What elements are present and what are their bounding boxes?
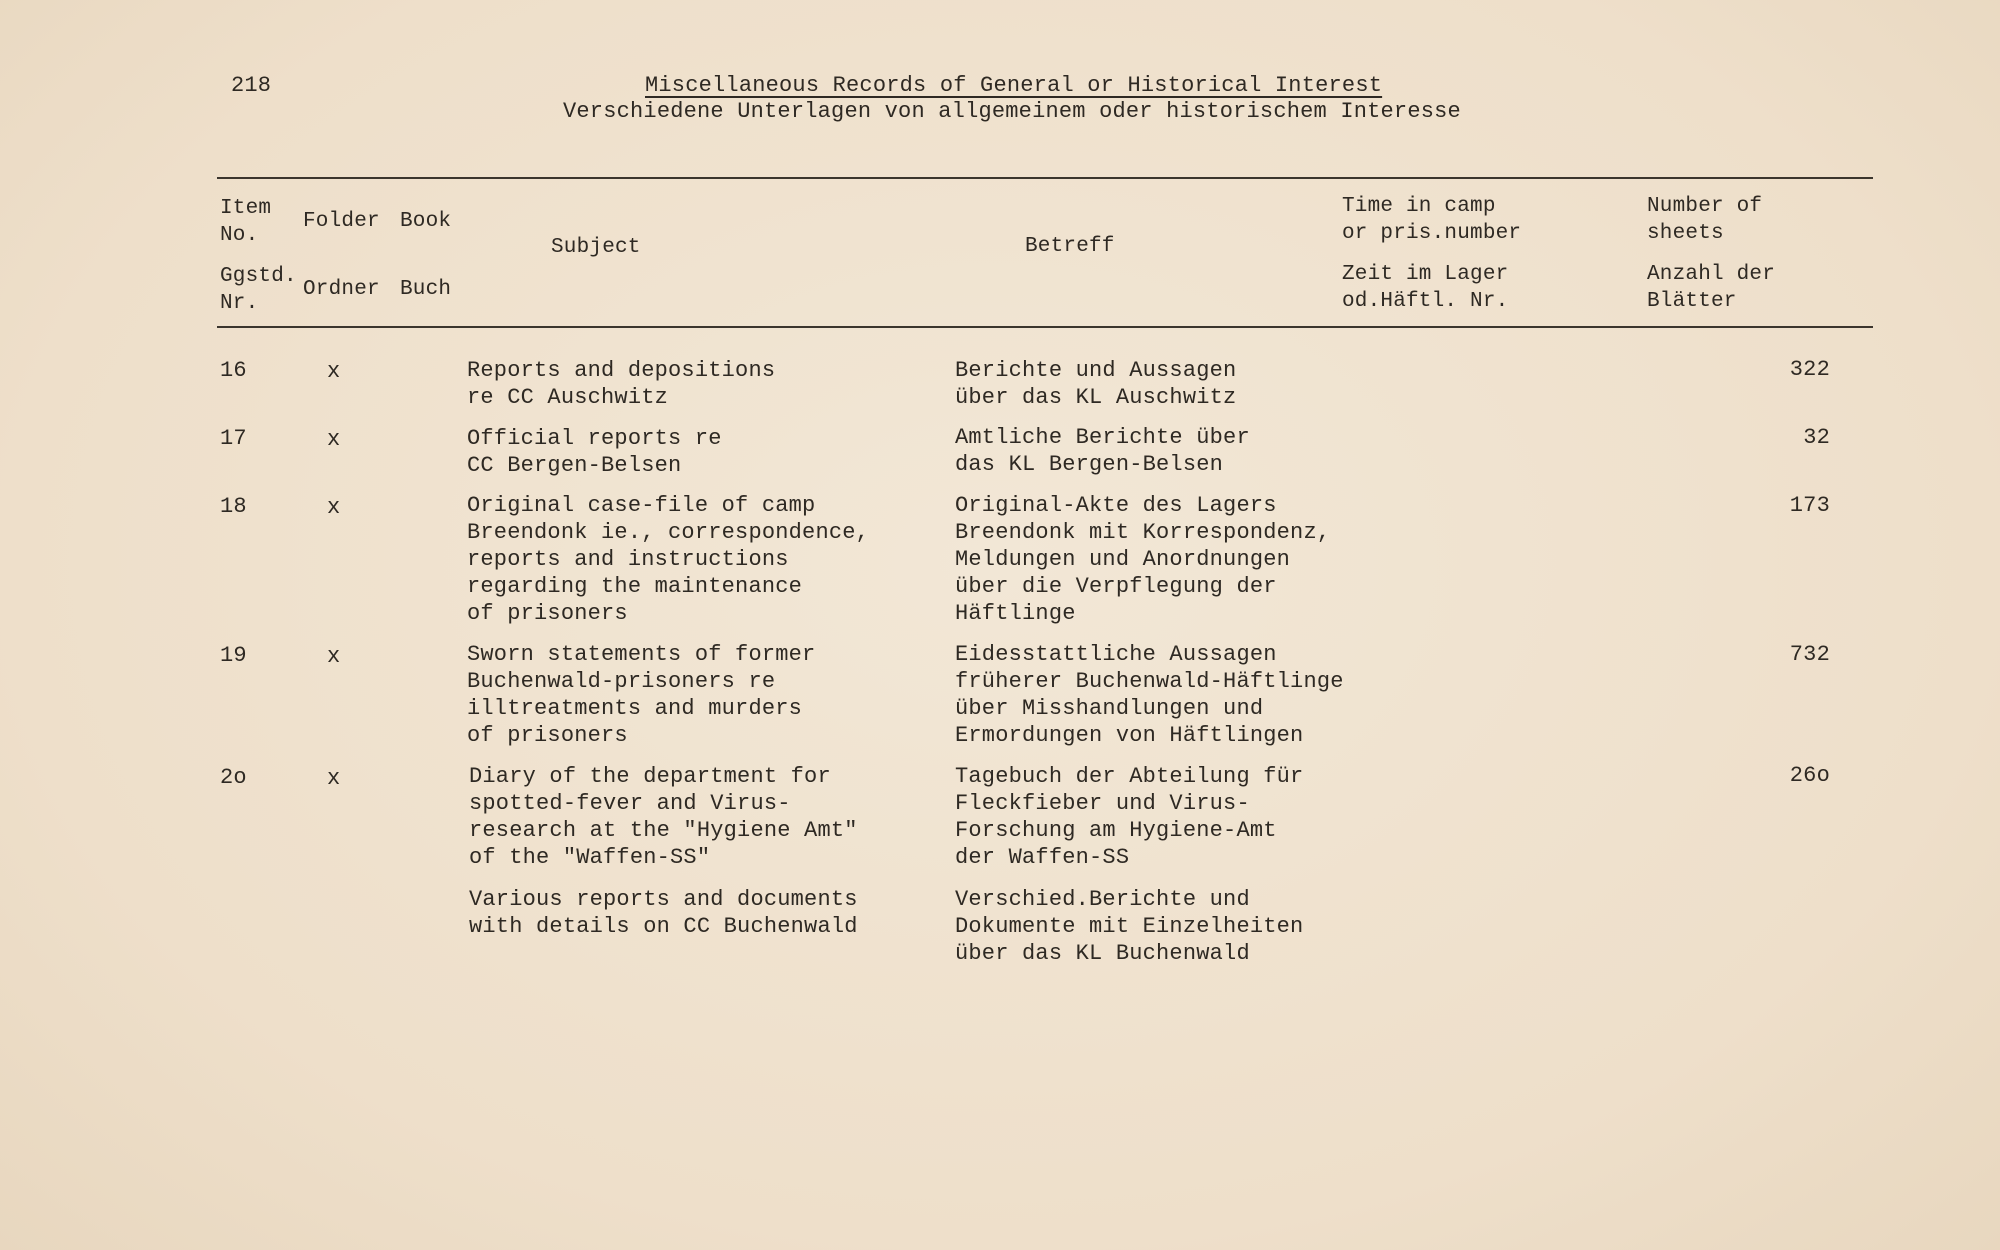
row-betreff: Amtliche Berichte über das KL Bergen-Belsen [955,425,1250,477]
row-subject: Reports and depositions re CC Auschwitz [467,358,776,410]
row-subject: Various reports and documents with details on CC Buchenwald [469,887,858,939]
header-folder-de: Ordner [303,278,380,301]
header-time-de: Zeit im Lager od.Häftl. Nr. [1342,263,1509,313]
row-item-number: 16 [220,358,247,383]
row-item-number: 19 [220,643,247,668]
title-german: Verschiedene Unterlagen von allgemeinem oder historischem Interesse [563,99,1461,124]
row-subject: Original case-file of camp Breendonk ie., correspondence, reports and instructions regarding the maintenance of prisoners [467,493,870,626]
row-sheets: 173 [1789,493,1830,518]
row-subject: Diary of the department for spotted-fever and Virus- research at the "Hygiene Amt" of the "Waffen-SS" [469,764,858,870]
row-betreff: Tagebuch der Abteilung für Fleckfieber und Virus- Forschung am Hygiene-Amt der Waffen-SS [955,764,1304,870]
row-folder-mark: x [327,495,341,520]
row-betreff: Berichte und Aussagen über das KL Auschwitz [955,358,1237,410]
row-subject: Official reports re CC Bergen-Belsen [467,426,722,478]
header-sheets-de: Anzahl der Blätter [1647,263,1776,313]
header-bottom-rule [217,326,1873,328]
header-time-en: Time in camp or pris.number [1342,195,1522,245]
header-book-de: Buch [400,278,452,301]
row-sheets: 26o [1789,763,1830,788]
row-folder-mark: x [327,766,341,791]
header-subject: Subject [551,236,641,259]
row-betreff: Verschied.Berichte und Dokumente mit Einzelheiten über das KL Buchenwald [955,887,1304,966]
row-folder-mark: x [327,427,341,452]
row-subject: Sworn statements of former Buchenwald-prisoners re illtreatments and murders of prisoners [467,642,816,748]
row-item-number: 17 [220,426,247,451]
row-betreff: Original-Akte des Lagers Breendonk mit Korrespondenz, Meldungen und Anordnungen über die Verpflegung der Häftlinge [955,493,1331,626]
row-folder-mark: x [327,359,341,384]
header-book-en: Book [400,210,452,233]
row-item-number: 18 [220,494,247,519]
header-folder-en: Folder [303,210,380,233]
title-english: Miscellaneous Records of General or Historical Interest [645,73,1383,98]
row-betreff: Eidesstattliche Aussagen früherer Buchenwald-Häftlinge über Misshandlungen und Ermordungen von Häftlingen [955,642,1344,748]
row-folder-mark: x [327,644,341,669]
row-sheets: 32 [1803,425,1830,450]
header-item-de: Ggstd. Nr. [220,265,297,315]
header-sheets-en: Number of sheets [1647,195,1763,245]
header-item-en: Item No. [220,197,272,247]
row-sheets: 322 [1789,357,1830,382]
table-top-rule [217,177,1873,179]
page-number: 218 [231,73,272,98]
row-sheets: 732 [1789,642,1830,667]
header-betreff: Betreff [1025,235,1115,258]
row-item-number: 2o [220,765,247,790]
